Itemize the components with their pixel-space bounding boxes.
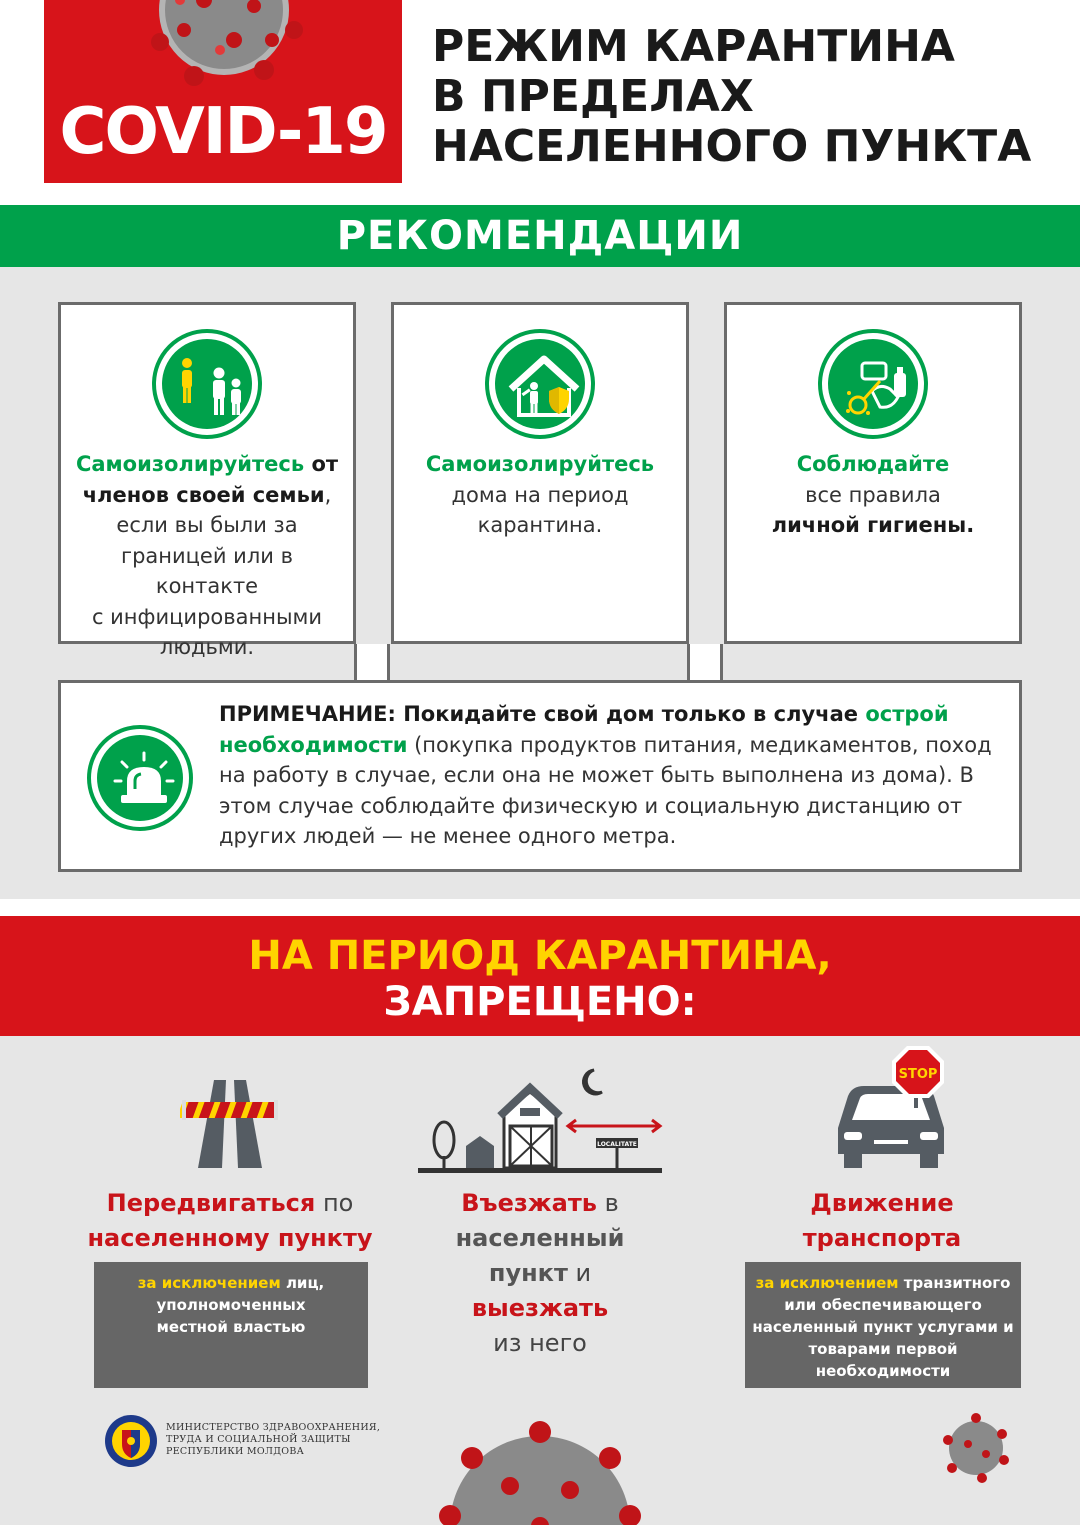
virus-icon [938,1410,1014,1486]
ministry-name: МИНИСТЕРСТВО ЗДРАВООХРАНЕНИЯ, ТРУДА И СОЦИАЛЬНОЙ ЗАЩИТЫ РЕСПУБЛИКИ МОЛДОВА [166,1422,381,1457]
recommendation-text: Самоизолируйтесь от членов своей семьи, если вы были за границей или в контакте с инфицированными людьми. [75,452,339,659]
note-text: ПРИМЕЧАНИЕ: Покидайте свой дом только в случае острой необходимости (покупка продуктов питания, медикаментов, поход на работу в случае, если она не может быть выполнена из дома). В этом случае соблюдайте физическую и социальную дистанцию от других людей — не менее одного метра. [219,702,992,848]
coat-of-arms-icon [104,1412,158,1470]
connector [687,644,723,682]
exception-box: за исключением лиц, уполномоченных местной властью [94,1262,368,1388]
forbidden-heading [0,916,1080,1036]
forbidden-item-title: Передвигаться по населенному пункту [87,1189,373,1252]
recommendations-heading: РЕКОМЕНДАЦИИ [0,205,1080,267]
recommendation-card-home [391,302,689,644]
forbidden-item-title: Въезжать в населенный пункт и выезжать из него [455,1189,625,1357]
sign-label: LOCALITATE [597,1141,637,1148]
page-title [432,22,1031,172]
forbidden-heading-line2: ЗАПРЕЩЕНО: [383,979,697,1025]
recommendations-panel [0,267,1080,899]
recommendation-card-family [58,302,356,659]
covid-title: COVID-19 [59,95,387,169]
forbidden-panel [0,1036,1080,1525]
title-line: В ПРЕДЕЛАХ [432,71,754,122]
siren-icon [87,725,193,831]
note-box [58,680,1022,872]
covid-badge [44,0,402,183]
connector [354,644,390,682]
village-sign-icon [416,1060,666,1176]
home-shield-icon [485,329,595,439]
exception-box: за исключением транзитного или обеспечивающего населенный пункт услугами и товарами первой необходимости [745,1262,1021,1388]
title-line: НАСЕЛЕННОГО ПУНКТА [432,121,1032,172]
recommendation-card-hygiene [724,302,1022,644]
hygiene-icon [818,329,928,439]
recommendation-text: Соблюдайте все правила личной гигиены. [771,452,975,537]
ministry-logo [104,1412,381,1474]
recommendation-text: Самоизолируйтесь дома на период карантина. [425,452,655,537]
virus-icon [400,1406,680,1525]
title-line: РЕЖИМ КАРАНТИНА [432,21,955,72]
car-stop-icon [826,1044,956,1170]
forbidden-heading-line1: НА ПЕРИОД КАРАНТИНА, [248,933,832,979]
family-icon [152,329,262,439]
forbidden-item-title: Движение транспорта [802,1189,962,1252]
stop-label: STOP [898,1067,938,1082]
road-barrier-icon [180,1076,280,1168]
